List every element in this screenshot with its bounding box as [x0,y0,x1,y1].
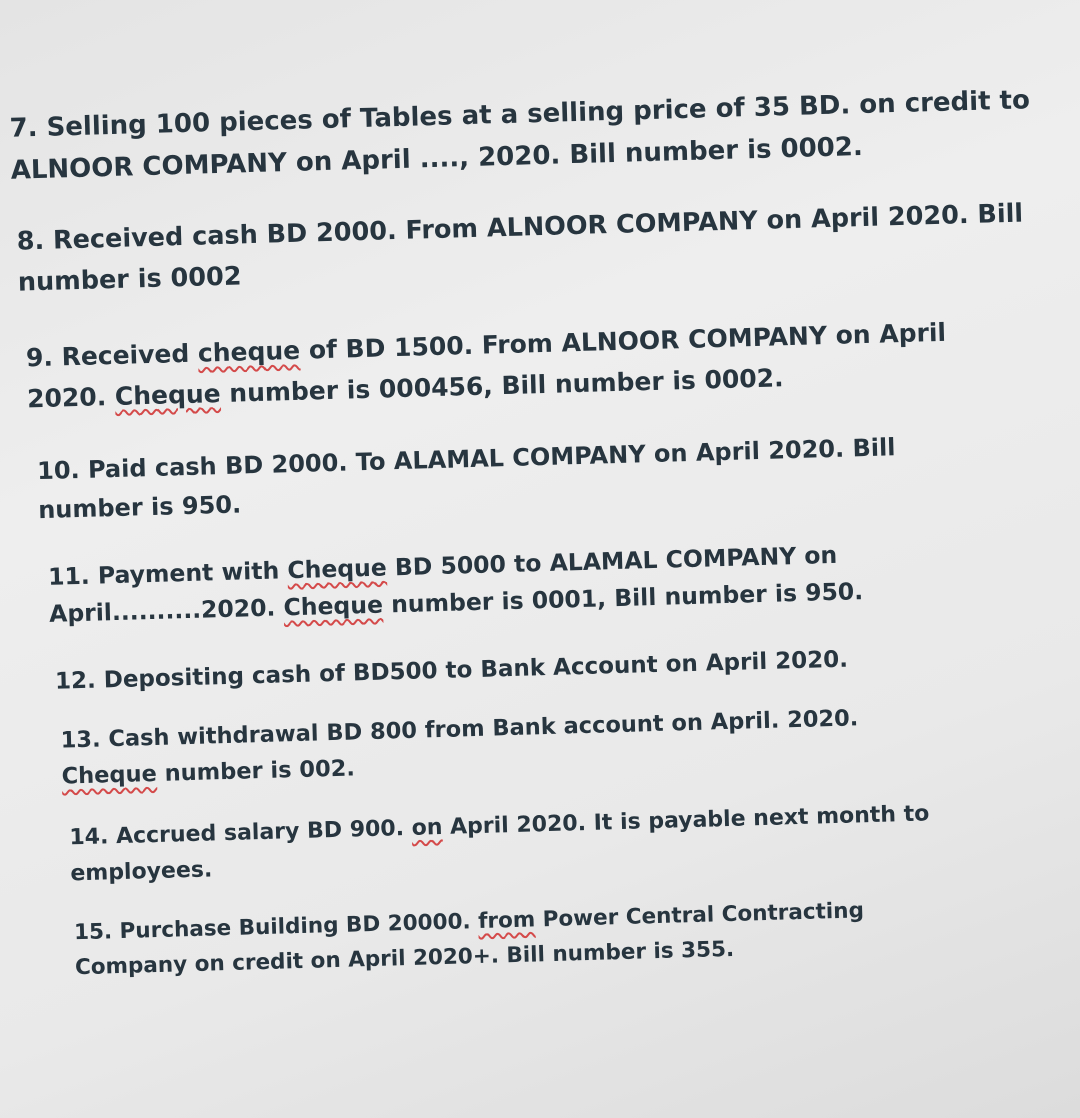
spellcheck-underline: cheque [197,335,301,368]
item-7-line-2: ALNOOR COMPANY on April ...., 2020. Bill number is 0002. [10,132,864,186]
item-15 [74,894,866,986]
item-8 [16,194,1025,305]
item-8-line-1: 8. Received cash BD 2000. From ALNOOR COMPANY on April 2020. Bill [16,198,1024,257]
spellcheck-underline: Cheque [114,378,221,411]
item-14 [69,796,931,891]
item-10-line-1: 10. Paid cash BD 2000. To ALAMAL COMPANY on April 2020. Bill [36,433,896,486]
spellcheck-underline: Cheque [283,590,384,622]
spellcheck-underline: Cheque [286,553,388,585]
spellcheck-underline: Cheque [61,761,158,791]
item-12 [55,642,849,701]
spellcheck-underline: from [477,907,536,935]
item-9-line-2: 2020. Cheque number is 000456, Bill number is 0002. [26,362,784,413]
item-14-line-2: employees. [70,857,213,886]
item-15-line-2: Company on credit on April 2020+. Bill number is 355. [74,936,735,981]
item-9 [25,313,947,420]
item-7 [9,79,1032,192]
item-15-line-1: 15. Purchase Building BD 20000. from Power Central Contracting [73,898,865,946]
item-10-line-2: number is 950. [37,490,242,525]
item-13 [60,700,860,795]
item-9-line-1: 9. Received cheque of BD 1500. From ALNOOR COMPANY on April [25,317,947,373]
spellcheck-underline: on [411,814,443,841]
item-11 [48,536,864,633]
item-11-line-2: April..........2020. Cheque number is 0001, Bill number is 950. [48,577,864,628]
item-10 [37,428,897,530]
item-7-line-1: 7. Selling 100 pieces of Tables at a selling price of 35 BD. on credit to [9,85,1031,144]
item-8-line-2: number is 0002 [17,261,242,298]
item-13-line-2: Cheque number is 002. [61,755,356,791]
item-14-line-1: 14. Accrued salary BD 900. on April 2020. It is payable next month to [69,801,930,851]
item-13-line-1: 13. Cash withdrawal BD 800 from Bank account on April. 2020. [60,705,859,754]
item-11-line-1: 11. Payment with Cheque BD 5000 to ALAMAL COMPANY on [47,540,838,591]
item-12-line-1: 12. Depositing cash of BD500 to Bank Account on April 2020. [54,646,849,695]
